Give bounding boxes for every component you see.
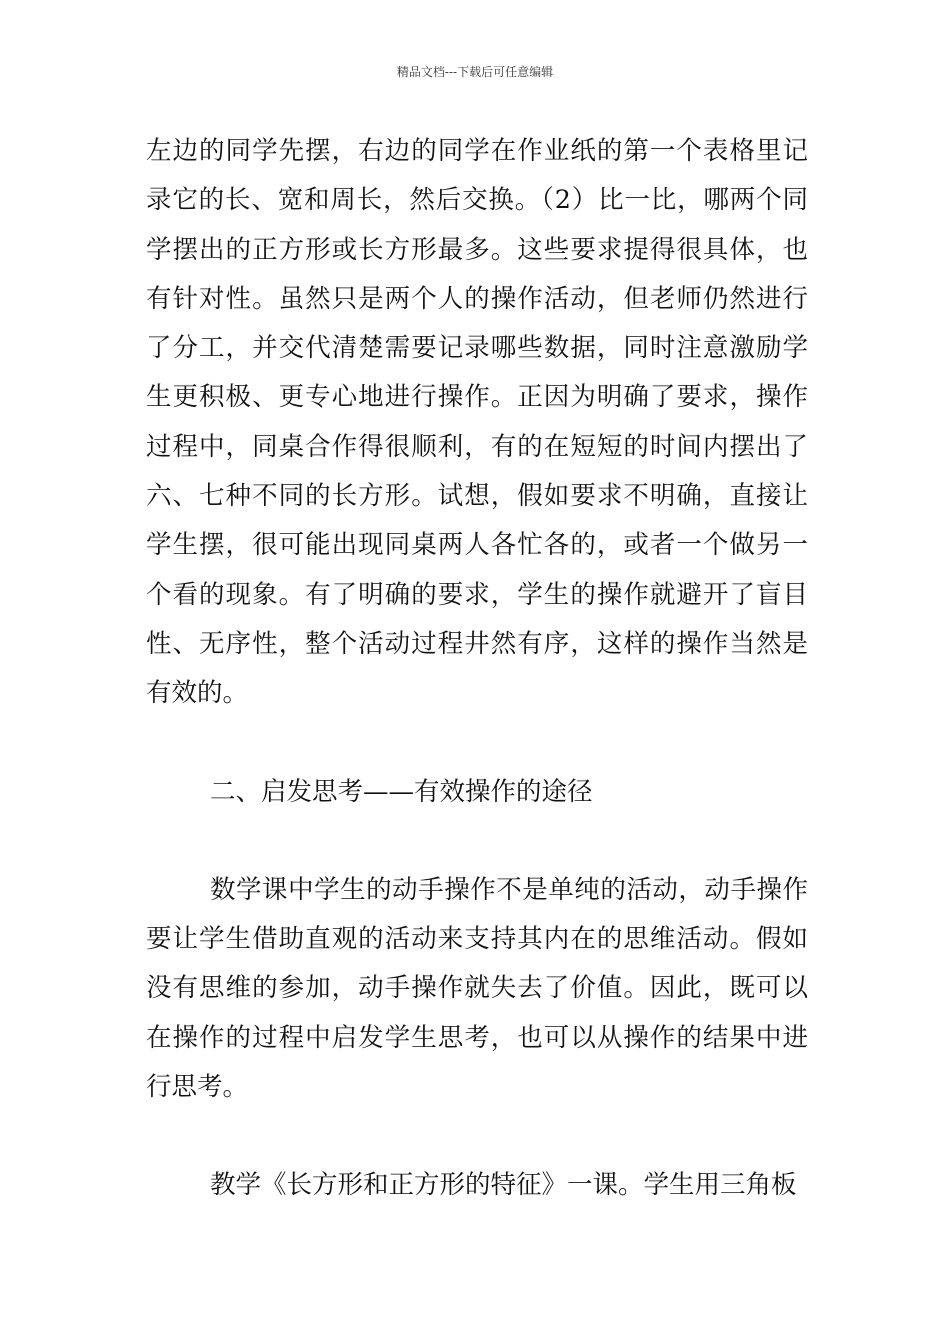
- document-body: [146, 127, 808, 1211]
- paragraph-3: 教学《长方形和正方形的特征》一课。学生用三角板: [210, 1170, 797, 1201]
- paragraph-2: 数学课中学生的动手操作不是单纯的活动，动手操作要让学生借助直观的活动来支持其内在的思维活动。假如没有思维的参加，动手操作就失去了价值。因此，既可以在操作的过程中启发学生思考，也可以从操作的结果中进行思考。: [146, 874, 808, 1103]
- paragraph-1: 左边的同学先摆，右边的同学在作业纸的第一个表格里记录它的长、宽和周长，然后交换。（2）比一比，哪两个同学摆出的正方形或长方形最多。这些要求提得很具体，也有针对性。虽然只是两个人的操作活动，但老师仍然进行了分工，并交代清楚需要记录哪些数据，同时注意激励学生更积极、更专心地进行操作。正因为明确了要求，操作过程中，同桌合作得很顺利，有的在短短的时间内摆出了六、七种不同的长方形。试想，假如要求不明确，直接让学生摆，很可能出现同桌两人各忙各的，或者一个做另一个看的现象。有了明确的要求，学生的操作就避开了盲目性、无序性，整个活动过程井然有序，这样的操作当然是有效的。: [146, 136, 808, 709]
- page-header: 精品文档---下载后可任意编辑: [396, 65, 554, 79]
- section-heading: 二、启发思考——有效操作的途径: [210, 776, 593, 807]
